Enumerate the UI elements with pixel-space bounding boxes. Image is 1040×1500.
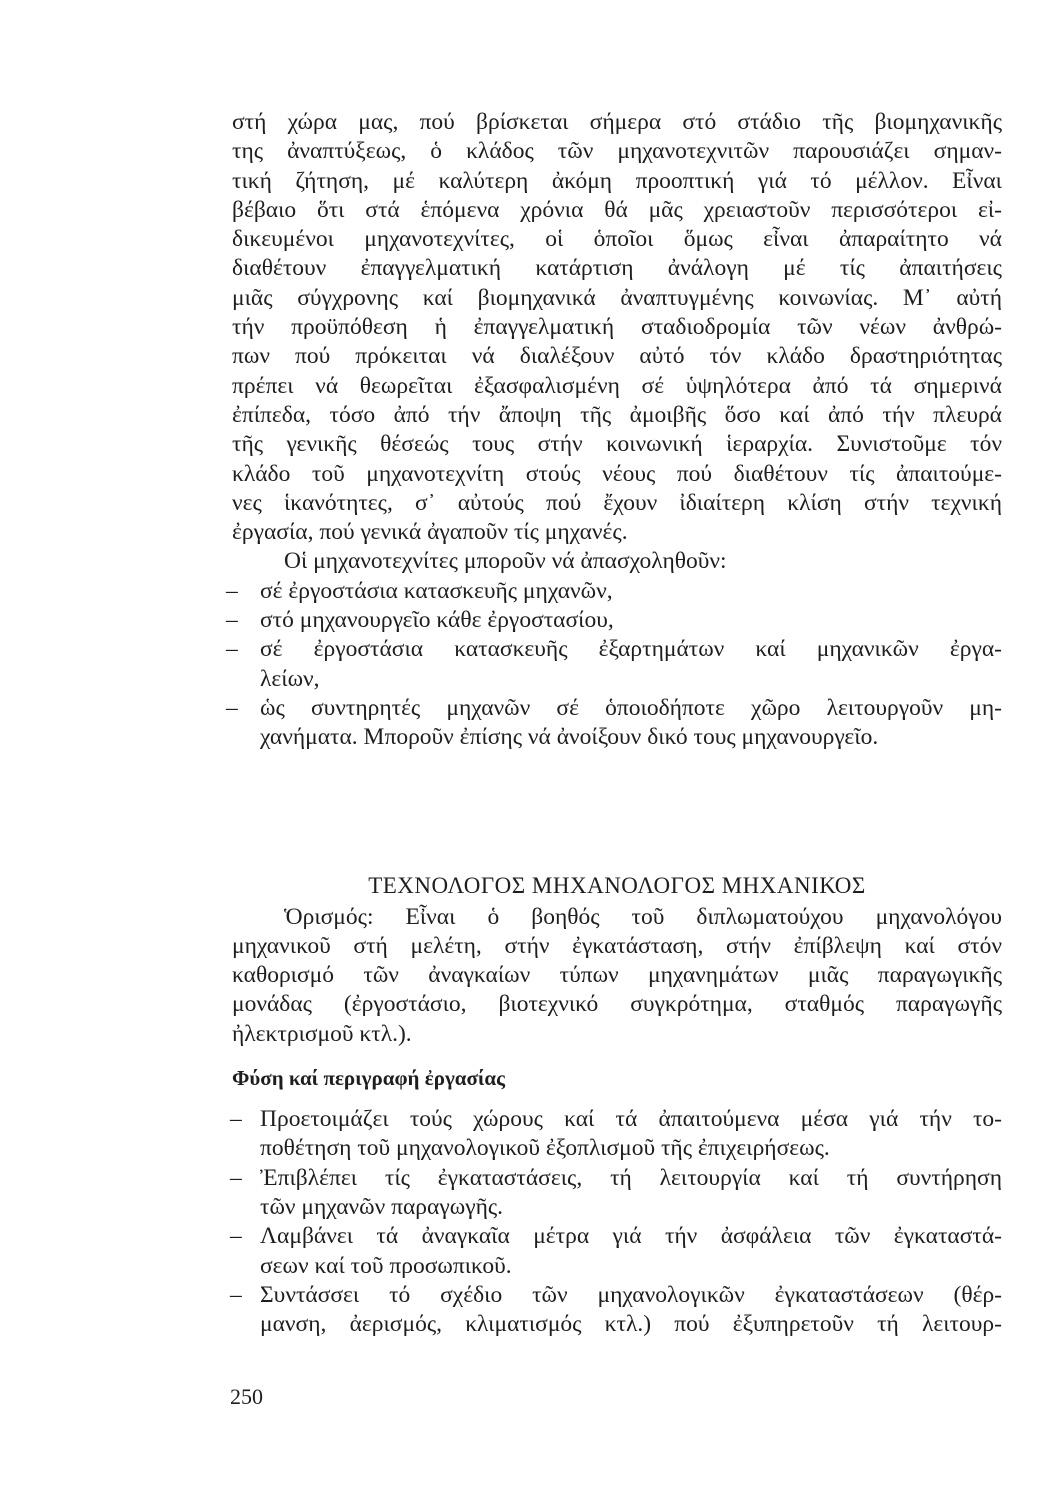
list-item-text: ὡς συντηρητές μηχανῶν σέ ὁποιοδήποτε χῶρο λειτουργοῦν μη-	[260, 694, 1002, 721]
list-item	[230, 1281, 1002, 1310]
dash-marker: –	[230, 1164, 242, 1191]
list-item-text: Λαμβάνει τά ἀναγκαῖα μέτρα γιά τήν ἀσφάλεια τῶν ἐγκαταστά-	[260, 1223, 1002, 1250]
list-item	[226, 606, 1002, 635]
text-line: ἐργασία, πού γενικά ἀγαποῦν τίς μηχανές.	[232, 519, 628, 546]
subsection-title: Φύση καί περιγραφή ἐργασίας	[232, 1066, 505, 1091]
intro-paragraph	[232, 108, 1002, 547]
list-item	[226, 635, 1002, 664]
text-line: μιᾶς σύγχρονης καί βιομηχανικά ἀναπτυγμένης κοινωνίας. Μ᾽ αὐτή	[232, 284, 1002, 311]
page-number: 250	[230, 1384, 263, 1409]
list-item-text: σέ ἐργοστάσια κατασκευῆς μηχανῶν,	[260, 577, 613, 604]
list-item	[230, 1164, 1002, 1193]
dash-marker: –	[230, 1281, 242, 1308]
text-line: βέβαιο ὅτι στά ἑπόμενα χρόνια θά μᾶς χρειαστοῦν περισσότεροι εἰ-	[232, 196, 1002, 223]
dash-marker: –	[230, 1106, 242, 1133]
text-line: διαθέτουν ἐπαγγελματική κατάρτιση ἀνάλογη μέ τίς ἀπαιτήσεις	[232, 255, 1002, 282]
dash-marker: –	[226, 694, 238, 721]
text-line: κλάδο τοῦ μηχανοτεχνίτη στούς νέους πού διαθέτουν τίς ἀπαιτούμε-	[232, 460, 1002, 487]
text-line: ἐπίπεδα, τόσο ἀπό τήν ἄποψη τῆς ἀμοιβῆς ὅσο καί ἀπό τήν πλευρά	[232, 401, 1002, 428]
text-line: πων πού πρόκειται νά διαλέξουν αὐτό τόν κλάδο δραστηριότητας	[232, 343, 1002, 370]
text-line: Ὁρισμός: Εἶναι ὁ βοηθός τοῦ διπλωματούχου μηχανολόγου	[284, 903, 1002, 930]
text-line: μηχανικοῦ στή μελέτη, στήν ἐγκατάσταση, στήν ἐπίβλεψη καί στόν	[232, 932, 1002, 959]
dash-marker: –	[226, 607, 238, 634]
list-item-continuation: λείων,	[260, 665, 320, 692]
list-item	[226, 694, 1002, 723]
list-item-text: Συντάσσει τό σχέδιο τῶν μηχανολογικῶν ἐγκαταστάσεων (θέρ-	[260, 1281, 1002, 1308]
text-line: της ἀναπτύξεως, ὁ κλάδος τῶν μηχανοτεχνιτῶν παρουσιάζει σημαν-	[232, 138, 1002, 165]
text-line: δικευμένοι μηχανοτεχνίτες, οἱ ὁποῖοι ὅμως εἶναι ἀπαραίτητο νά	[232, 226, 1002, 253]
list-item-continuation: ποθέτηση τοῦ μηχανολογικοῦ ἐξοπλισμοῦ τῆς ἐπιχειρήσεως.	[260, 1135, 830, 1162]
text-line: νες ἱκανότητες, σ᾽ αὐτούς πού ἔχουν ἰδιαίτερη κλίση στήν τεχνική	[232, 489, 1002, 516]
employment-intro: Οἱ μηχανοτεχνίτες μποροῦν νά ἀπασχοληθοῦν:	[284, 548, 727, 575]
duties-list	[232, 1105, 1002, 1339]
text-line: μονάδας (ἐργοστάσιο, βιοτεχνικό συγκρότημα, σταθμός παραγωγῆς	[232, 991, 1002, 1018]
list-item-text: Ἐπιβλέπει τίς ἐγκαταστάσεις, τή λειτουργία καί τή συντήρηση	[260, 1164, 1002, 1191]
list-item-continuation: τῶν μηχανῶν παραγωγῆς.	[260, 1193, 504, 1220]
text-line: τική ζήτηση, μέ καλύτερη ἀκόμη προοπτική γιά τό μέλλον. Εἶναι	[232, 167, 1002, 194]
employment-list	[226, 577, 1002, 753]
text-line: στή χώρα μας, πού βρίσκεται σήμερα στό στάδιο τῆς βιομηχανικῆς	[232, 109, 1002, 135]
list-item-text: σέ ἐργοστάσια κατασκευῆς ἐξαρτημάτων καί μηχανικῶν ἐργα-	[260, 636, 1002, 663]
definition-paragraph	[232, 903, 1002, 1049]
page-body	[226, 108, 1002, 1339]
list-item	[226, 577, 1002, 606]
list-item-continuation: σεων καί τοῦ προσωπικοῦ.	[260, 1252, 512, 1279]
text-line: τήν προϋπόθεση ἡ ἐπαγγελματική σταδιοδρομία τῶν νέων ἀνθρώ-	[232, 314, 1002, 341]
list-item-text: Προετοιμάζει τούς χώρους καί τά ἀπαιτούμενα μέσα γιά τήν το-	[260, 1106, 1002, 1133]
text-line: καθορισμό τῶν ἀναγκαίων τύπων μηχανημάτων μιᾶς παραγωγικῆς	[232, 962, 1002, 989]
list-item-text: στό μηχανουργεῖο κάθε ἐργοστασίου,	[260, 607, 614, 634]
text-line: ἠλεκτρισμοῦ κτλ.).	[232, 1020, 412, 1047]
dash-marker: –	[230, 1223, 242, 1250]
list-item-continuation: μανση, ἀερισμός, κλιματισμός κτλ.) πού ἐξυπηρετοῦν τή λειτουρ-	[260, 1311, 1002, 1338]
list-item	[230, 1222, 1002, 1251]
text-line: πρέπει νά θεωρεῖται ἐξασφαλισμένη σέ ὑψηλότερα ἀπό τά σημερινά	[232, 372, 1002, 399]
dash-marker: –	[226, 577, 238, 604]
dash-marker: –	[226, 636, 238, 663]
list-item-continuation: χανήματα. Μποροῦν ἐπίσης νά ἀνοίξουν δικό τους μηχανουργεῖο.	[260, 724, 879, 751]
section-title: ΤΕΧΝΟΛΟΓΟΣ ΜΗΧΑΝΟΛΟΓΟΣ ΜΗΧΑΝΙΚΟΣ	[368, 872, 866, 898]
list-item	[230, 1105, 1002, 1134]
text-line: τῆς γενικῆς θέσεώς τους στήν κοινωνική ἱεραρχία. Συνιστοῦμε τόν	[232, 431, 1002, 458]
section-spacer	[232, 753, 1002, 871]
